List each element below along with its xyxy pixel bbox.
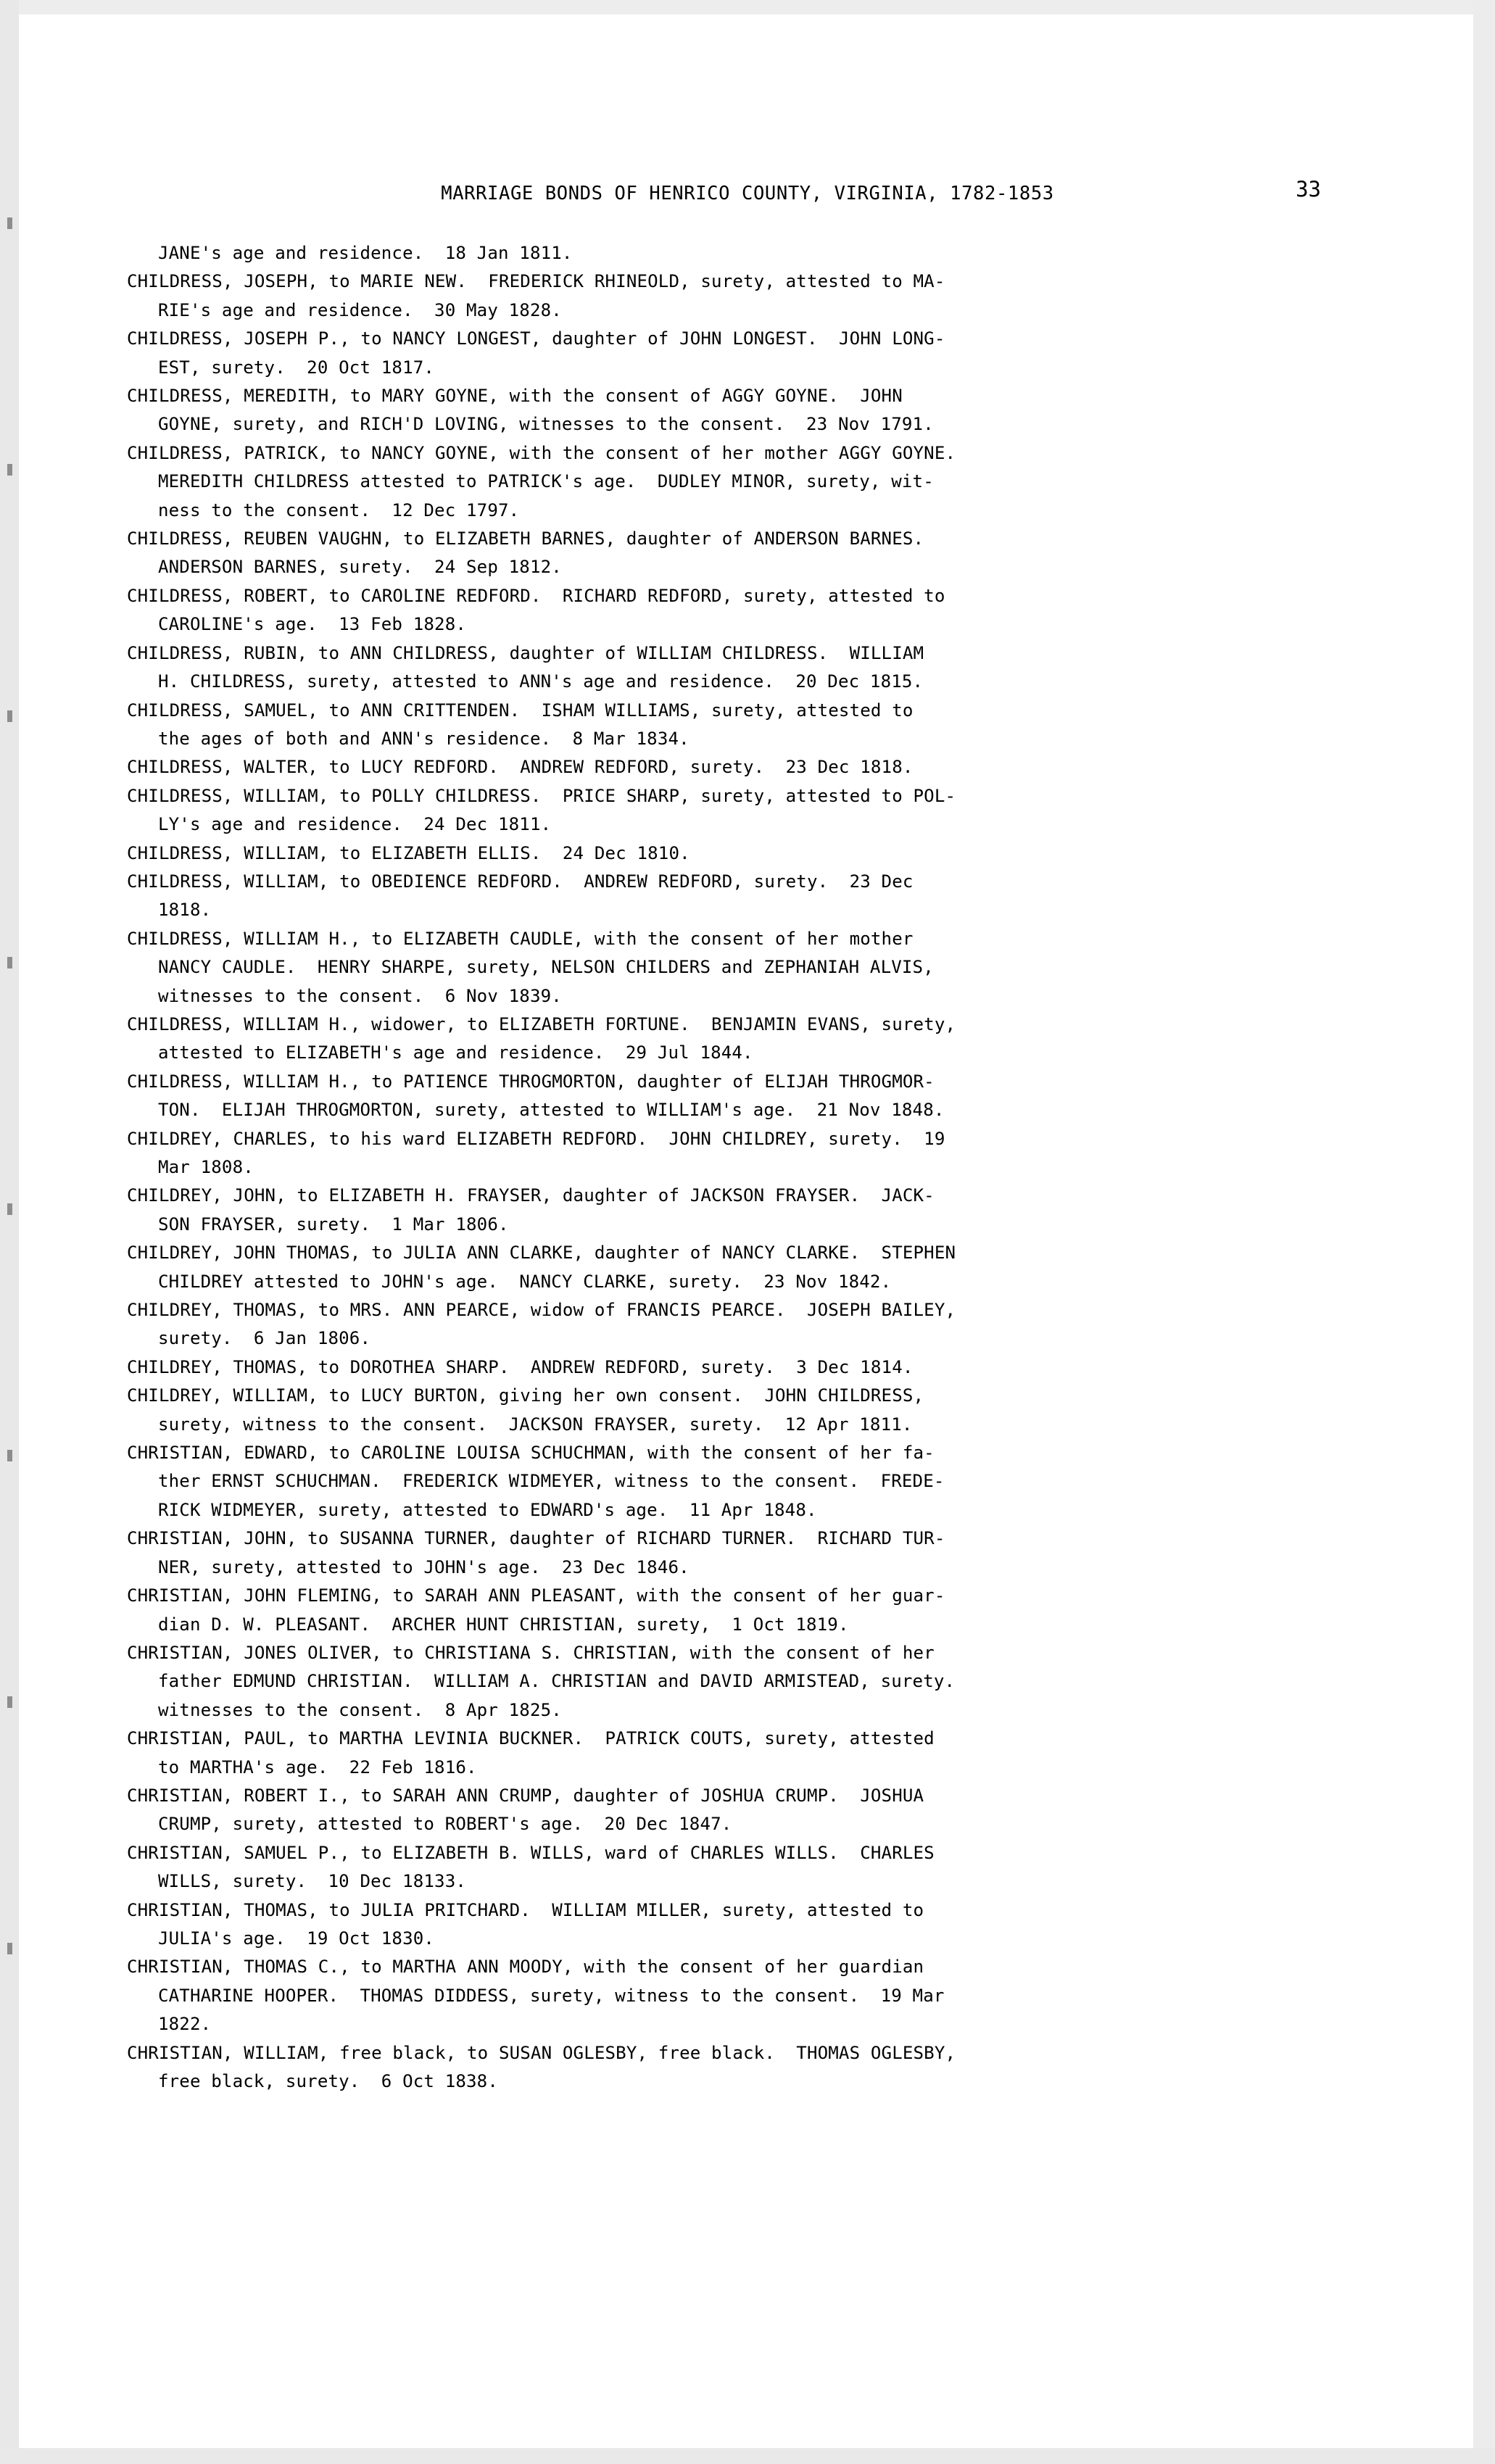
bond-entry [127, 1953, 1386, 2038]
entry-line: dian D. W. PLEASANT. ARCHER HUNT CHRISTIAN, surety, 1 Oct 1819. [158, 1614, 849, 1635]
bond-entry [127, 1296, 1386, 1353]
entry-line: CHILDRESS, WILLIAM, to ELIZABETH ELLIS. 24 Dec 1810. [127, 842, 690, 863]
entry-line: CHILDREY, CHARLES, to his ward ELIZABETH REDFORD. JOHN CHILDREY, surety. 19 [127, 1128, 945, 1149]
entry-line: CHILDREY, THOMAS, to DOROTHEA SHARP. ANDREW REDFORD, surety. 3 Dec 1814. [127, 1356, 914, 1377]
entry-line: EST, surety. 20 Oct 1817. [158, 357, 435, 378]
entry-line: CHILDREY, WILLIAM, to LUCY BURTON, giving her own consent. JOHN CHILDRESS, [127, 1385, 924, 1406]
bond-entry [127, 1896, 1386, 1954]
bond-entry [127, 525, 1386, 582]
bond-entry [127, 1782, 1386, 1839]
bond-entry [127, 782, 1386, 839]
entry-line: TON. ELIJAH THROGMORTON, surety, attested to WILLIAM's age. 21 Nov 1848. [158, 1100, 945, 1121]
entry-line: CRUMP, surety, attested to ROBERT's age. 20 Dec 1847. [158, 1814, 732, 1835]
bond-entry [127, 1439, 1386, 1525]
entry-line: CHILDRESS, WILLIAM H., to PATIENCE THROGMORTON, daughter of ELIJAH THROGMOR- [127, 1071, 935, 1092]
entry-line: the ages of both and ANN's residence. 8 Mar 1834. [158, 728, 689, 749]
entry-line: CAROLINE's age. 13 Feb 1828. [158, 614, 467, 635]
bond-entry [127, 925, 1386, 1011]
bond-entry [127, 1839, 1386, 1896]
entry-line: to MARTHA's age. 22 Feb 1816. [158, 1756, 477, 1778]
entry-line: surety, witness to the consent. JACKSON FRAYSER, surety. 12 Apr 1811. [158, 1414, 913, 1435]
entry-list [127, 239, 1386, 2096]
bond-entry [127, 267, 1386, 325]
entry-line: CHILDREY attested to JOHN's age. NANCY CLARKE, surety. 23 Nov 1842. [158, 1271, 892, 1292]
entry-line: CHILDRESS, WILLIAM H., to ELIZABETH CAUDLE, with the consent of her mother [127, 928, 914, 949]
entry-line: CATHARINE HOOPER. THOMAS DIDDESS, surety, witness to the consent. 19 Mar [158, 1985, 945, 2006]
entry-line: MEREDITH CHILDRESS attested to PATRICK's age. DUDLEY MINOR, surety, wit- [158, 471, 934, 492]
bond-entry [127, 753, 1386, 781]
bond-entry [127, 1525, 1386, 1582]
entry-line: witnesses to the consent. 8 Apr 1825. [158, 1699, 562, 1720]
bond-entry [127, 1239, 1386, 1296]
entry-line: LY's age and residence. 24 Dec 1811. [158, 814, 552, 835]
entry-line: CHILDRESS, REUBEN VAUGHN, to ELIZABETH BARNES, daughter of ANDERSON BARNES. [127, 528, 924, 549]
entry-line: CHILDRESS, WILLIAM, to OBEDIENCE REDFORD. ANDREW REDFORD, surety. 23 Dec [127, 871, 914, 892]
entry-line: father EDMUND CHRISTIAN. WILLIAM A. CHRISTIAN and DAVID ARMISTEAD, surety. [158, 1671, 956, 1692]
page-number: 33 [1296, 177, 1321, 202]
entry-line: CHILDRESS, PATRICK, to NANCY GOYNE, with the consent of her mother AGGY GOYNE. [127, 442, 956, 463]
entry-line: CHRISTIAN, EDWARD, to CAROLINE LOUISA SCHUCHMAN, with the consent of her fa- [127, 1443, 935, 1464]
entry-line: RICK WIDMEYER, surety, attested to EDWARD's age. 11 Apr 1848. [158, 1499, 817, 1520]
page-title: MARRIAGE BONDS OF HENRICO COUNTY, VIRGINIA, 1782-1853 [441, 183, 1054, 204]
bond-entry [127, 639, 1386, 697]
bond-entry [127, 839, 1386, 868]
bond-entry [127, 2039, 1386, 2096]
entry-line: CHILDRESS, WALTER, to LUCY REDFORD. ANDREW REDFORD, surety. 23 Dec 1818. [127, 757, 914, 778]
entry-line: CHRISTIAN, JOHN FLEMING, to SARAH ANN PLEASANT, with the consent of her guar- [127, 1585, 945, 1606]
entry-line: ANDERSON BARNES, surety. 24 Sep 1812. [158, 557, 562, 578]
entry-line: JULIA's age. 19 Oct 1830. [158, 1928, 435, 1949]
entry-line: CHILDRESS, JOSEPH P., to NANCY LONGEST, daughter of JOHN LONGEST. JOHN LONG- [127, 328, 945, 349]
entry-line: H. CHILDRESS, surety, attested to ANN's age and residence. 20 Dec 1815. [158, 671, 924, 692]
bond-entry [127, 1353, 1386, 1382]
entry-line: NER, surety, attested to JOHN's age. 23 Dec 1846. [158, 1556, 689, 1577]
entry-line: surety. 6 Jan 1806. [158, 1328, 371, 1349]
entry-line: Mar 1808. [158, 1157, 254, 1177]
bond-entry [127, 239, 1386, 267]
entry-line: 1818. [158, 900, 212, 921]
bond-entry [127, 1125, 1386, 1182]
bond-entry [127, 1382, 1386, 1439]
entry-line: free black, surety. 6 Oct 1838. [158, 2071, 498, 2091]
entry-line: RIE's age and residence. 30 May 1828. [158, 299, 562, 320]
bond-entry [127, 1011, 1386, 1068]
entry-line: WILLS, surety. 10 Dec 18133. [158, 1871, 467, 1892]
entry-line: NANCY CAUDLE. HENRY SHARPE, surety, NELSON CHILDERS and ZEPHANIAH ALVIS, [158, 957, 934, 978]
entry-line: CHILDRESS, MEREDITH, to MARY GOYNE, with the consent of AGGY GOYNE. JOHN [127, 386, 903, 407]
bond-entry [127, 1068, 1386, 1125]
entry-line: CHRISTIAN, THOMAS C., to MARTHA ANN MOODY, with the consent of her guardian [127, 1957, 924, 1978]
entry-line: JANE's age and residence. 18 Jan 1811. [158, 243, 573, 263]
bond-entry [127, 325, 1386, 382]
bond-entry [127, 1182, 1386, 1239]
entry-line: 1822. [158, 2014, 212, 2035]
bond-entry [127, 1725, 1386, 1782]
entry-line: CHILDRESS, JOSEPH, to MARIE NEW. FREDERICK RHINEOLD, surety, attested to MA- [127, 271, 945, 292]
entry-line: witnesses to the consent. 6 Nov 1839. [158, 985, 562, 1006]
entry-line: CHRISTIAN, JONES OLIVER, to CHRISTIANA S. CHRISTIAN, with the consent of her [127, 1642, 935, 1663]
entry-line: CHRISTIAN, JOHN, to SUSANNA TURNER, daughter of RICHARD TURNER. RICHARD TUR- [127, 1528, 945, 1549]
entry-line: CHILDREY, THOMAS, to MRS. ANN PEARCE, widow of FRANCIS PEARCE. JOSEPH BAILEY, [127, 1300, 956, 1321]
entry-line: attested to ELIZABETH's age and residence. 29 Jul 1844. [158, 1042, 753, 1063]
entry-line: CHILDRESS, SAMUEL, to ANN CRITTENDEN. ISHAM WILLIAMS, surety, attested to [127, 700, 914, 721]
bond-entry [127, 382, 1386, 439]
entry-line: ness to the consent. 12 Dec 1797. [158, 499, 520, 520]
bond-entry [127, 1639, 1386, 1725]
entry-line: GOYNE, surety, and RICH'D LOVING, witnesses to the consent. 23 Nov 1791. [158, 414, 934, 435]
entry-line: CHRISTIAN, PAUL, to MARTHA LEVINIA BUCKNER. PATRICK COUTS, surety, attested [127, 1728, 935, 1749]
entry-line: CHILDRESS, ROBERT, to CAROLINE REDFORD. RICHARD REDFORD, surety, attested to [127, 585, 945, 606]
bond-entry [127, 697, 1386, 754]
bond-entry [127, 1582, 1386, 1639]
entry-line: CHILDREY, JOHN THOMAS, to JULIA ANN CLARKE, daughter of NANCY CLARKE. STEPHEN [127, 1243, 956, 1264]
entry-line: CHILDRESS, WILLIAM, to POLLY CHILDRESS. PRICE SHARP, surety, attested to POL- [127, 785, 956, 806]
entry-line: CHRISTIAN, ROBERT I., to SARAH ANN CRUMP, daughter of JOSHUA CRUMP. JOSHUA [127, 1785, 924, 1806]
entry-line: CHILDRESS, RUBIN, to ANN CHILDRESS, daughter of WILLIAM CHILDRESS. WILLIAM [127, 642, 924, 663]
bond-entry [127, 582, 1386, 639]
entry-line: SON FRAYSER, surety. 1 Mar 1806. [158, 1214, 509, 1235]
entry-line: CHRISTIAN, THOMAS, to JULIA PRITCHARD. WILLIAM MILLER, surety, attested to [127, 1899, 924, 1920]
entry-line: CHRISTIAN, SAMUEL P., to ELIZABETH B. WILLS, ward of CHARLES WILLS. CHARLES [127, 1842, 935, 1863]
bond-entry [127, 868, 1386, 925]
bond-entry [127, 439, 1386, 525]
entry-line: ther ERNST SCHUCHMAN. FREDERICK WIDMEYER, witness to the consent. FREDE- [158, 1471, 945, 1492]
entry-line: CHRISTIAN, WILLIAM, free black, to SUSAN OGLESBY, free black. THOMAS OGLESBY, [127, 2042, 956, 2063]
entry-line: CHILDREY, JOHN, to ELIZABETH H. FRAYSER, daughter of JACKSON FRAYSER. JACK- [127, 1185, 935, 1206]
entry-line: CHILDRESS, WILLIAM H., widower, to ELIZABETH FORTUNE. BENJAMIN EVANS, surety, [127, 1013, 956, 1034]
running-header [0, 183, 1495, 204]
